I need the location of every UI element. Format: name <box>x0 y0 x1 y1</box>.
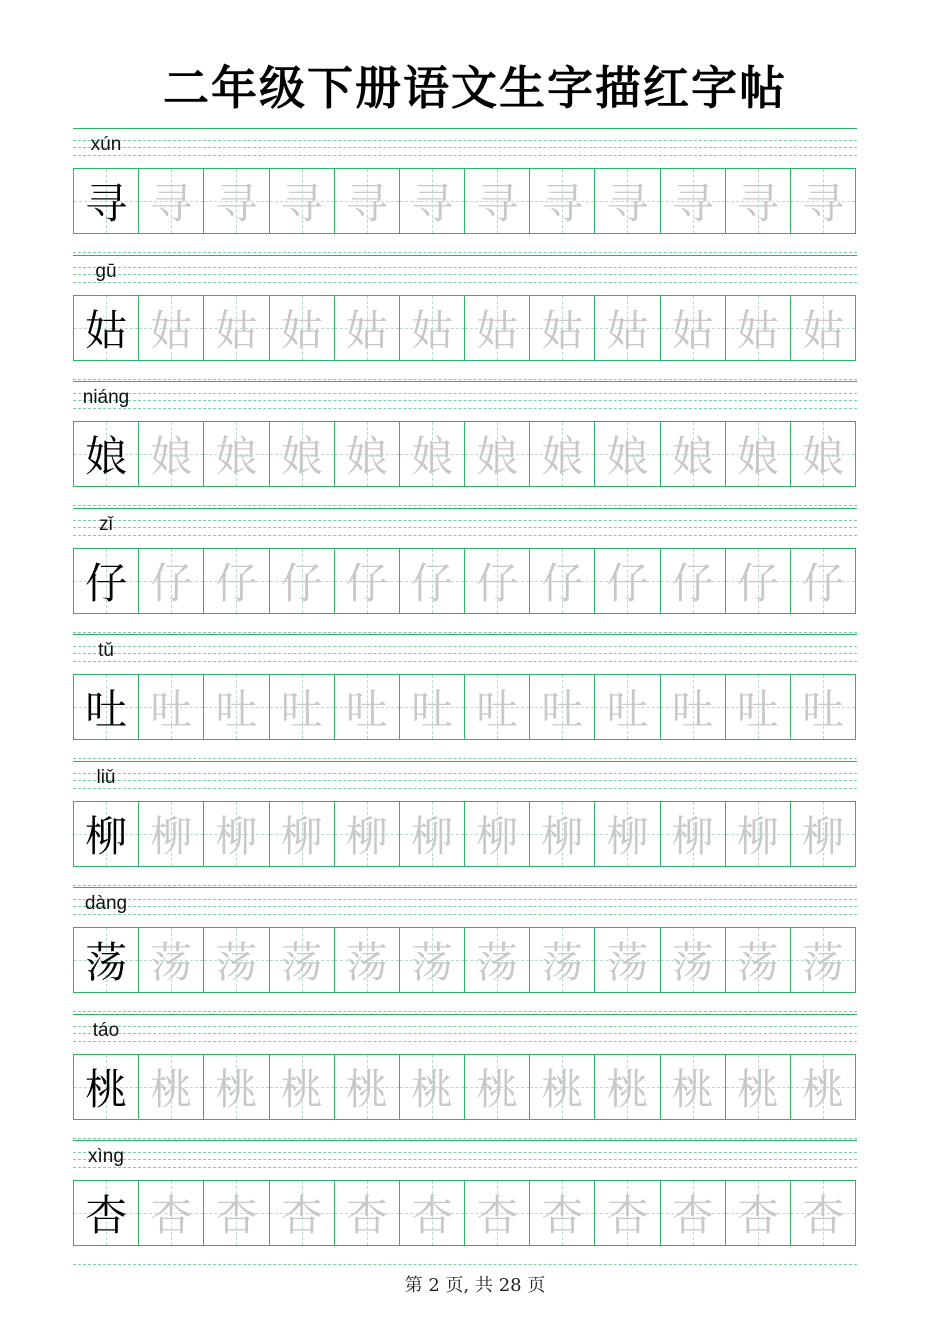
trace-character: 娘 <box>215 432 258 481</box>
trace-character: 仔 <box>541 558 584 608</box>
trace-character-cell[interactable] <box>269 675 334 739</box>
trace-character: 荡 <box>671 938 714 987</box>
trace-character: 杏 <box>410 1191 453 1240</box>
model-character: 吐 <box>85 685 128 734</box>
trace-character: 娘 <box>345 432 388 481</box>
trace-character: 柳 <box>801 811 844 861</box>
trace-character: 娘 <box>606 432 649 481</box>
trace-character-cell[interactable] <box>790 1181 855 1245</box>
trace-character: 柳 <box>215 811 258 861</box>
ruling-line <box>73 393 857 394</box>
trace-character: 吐 <box>541 685 584 734</box>
model-character-cell <box>74 1181 138 1245</box>
trace-character: 荡 <box>150 938 193 987</box>
trace-character-cell[interactable] <box>464 928 529 992</box>
trace-character: 吐 <box>801 685 844 734</box>
trace-character-cell[interactable] <box>138 422 203 486</box>
practice-row <box>73 887 857 1007</box>
trace-character-cell[interactable] <box>660 1055 725 1119</box>
model-character: 姑 <box>85 305 128 355</box>
trace-character-cell[interactable] <box>594 675 659 739</box>
trace-character: 姑 <box>541 305 584 355</box>
trace-character: 杏 <box>736 1191 779 1240</box>
ruling-line <box>73 1264 857 1265</box>
trace-character-cell[interactable] <box>269 422 334 486</box>
model-character-cell <box>74 802 138 866</box>
trace-character: 荡 <box>280 938 323 987</box>
ruling-line <box>73 1167 857 1168</box>
trace-character: 寻 <box>410 179 453 228</box>
pinyin-label: gū <box>95 260 117 282</box>
trace-character-cell[interactable] <box>203 296 268 360</box>
trace-character: 桃 <box>736 1064 779 1114</box>
ruling-line <box>73 379 857 380</box>
trace-character: 寻 <box>476 179 519 228</box>
ruling-line <box>73 1011 857 1012</box>
trace-character-cell[interactable] <box>790 169 855 233</box>
character-grid <box>73 801 856 867</box>
ruling-line <box>73 400 857 401</box>
trace-character-cell[interactable] <box>725 675 790 739</box>
trace-character-cell[interactable] <box>464 802 529 866</box>
trace-character-cell[interactable] <box>203 1181 268 1245</box>
trace-character-cell[interactable] <box>660 549 725 613</box>
trace-character: 寻 <box>345 179 388 228</box>
trace-character-cell[interactable] <box>334 802 399 866</box>
character-grid <box>73 168 856 234</box>
ruling-line <box>73 653 857 654</box>
trace-character: 杏 <box>476 1191 519 1240</box>
trace-character-cell[interactable] <box>594 802 659 866</box>
pinyin-label: táo <box>92 1019 120 1041</box>
trace-character-cell[interactable] <box>660 169 725 233</box>
ruling-line <box>73 899 857 900</box>
ruling-line <box>73 282 857 283</box>
trace-character: 柳 <box>345 811 388 861</box>
trace-character: 吐 <box>736 685 779 734</box>
ruling-line <box>73 267 857 268</box>
ruling-line <box>73 632 857 633</box>
trace-character-cell[interactable] <box>138 928 203 992</box>
trace-character-cell[interactable] <box>529 549 594 613</box>
trace-character-cell[interactable] <box>725 296 790 360</box>
trace-character: 桃 <box>606 1064 649 1114</box>
trace-character: 姑 <box>280 305 323 355</box>
ruling-line <box>73 1140 857 1141</box>
pinyin-label: zǐ <box>99 513 113 535</box>
trace-character: 姑 <box>671 305 714 355</box>
trace-character: 寻 <box>671 179 714 228</box>
ruling-line <box>73 508 857 509</box>
trace-character: 寻 <box>150 179 193 228</box>
trace-character-cell[interactable] <box>790 802 855 866</box>
ruling-line <box>73 788 857 789</box>
trace-character-cell[interactable] <box>594 169 659 233</box>
trace-character-cell[interactable] <box>660 422 725 486</box>
trace-character-cell[interactable] <box>790 675 855 739</box>
model-character-cell <box>74 1055 138 1119</box>
ruling-line <box>73 1014 857 1015</box>
pinyin-label: xìng <box>88 1146 124 1167</box>
trace-character-cell[interactable] <box>594 1181 659 1245</box>
ruling-line <box>73 255 857 256</box>
trace-character-cell[interactable] <box>203 928 268 992</box>
trace-character-cell[interactable] <box>660 296 725 360</box>
trace-character: 桃 <box>476 1064 519 1114</box>
practice-row <box>73 634 857 754</box>
trace-character: 娘 <box>476 432 519 481</box>
ruling-line <box>73 128 857 129</box>
trace-character-cell[interactable] <box>269 1181 334 1245</box>
model-character: 柳 <box>85 811 128 861</box>
trace-character: 柳 <box>410 811 453 861</box>
trace-character: 荡 <box>476 938 519 987</box>
trace-character-cell[interactable] <box>790 928 855 992</box>
trace-character-cell[interactable] <box>594 1055 659 1119</box>
trace-character: 姑 <box>801 305 844 355</box>
trace-character-cell[interactable] <box>725 422 790 486</box>
ruling-line <box>73 1138 857 1139</box>
ruling-line <box>73 381 857 382</box>
trace-character-cell[interactable] <box>138 296 203 360</box>
trace-character-cell[interactable] <box>529 802 594 866</box>
trace-character: 姑 <box>736 305 779 355</box>
pinyin-label: dàng <box>84 893 128 914</box>
trace-character: 寻 <box>801 179 844 228</box>
trace-character-cell[interactable] <box>464 296 529 360</box>
trace-character-cell[interactable] <box>399 296 464 360</box>
trace-character-cell[interactable] <box>529 1181 594 1245</box>
ruling-line <box>73 758 857 759</box>
trace-character-cell[interactable] <box>529 1055 594 1119</box>
trace-character-cell[interactable] <box>138 169 203 233</box>
ruling-line <box>73 505 857 506</box>
trace-character-cell[interactable] <box>399 422 464 486</box>
trace-character: 寻 <box>736 179 779 228</box>
trace-character: 仔 <box>215 558 258 608</box>
trace-character: 桃 <box>801 1064 844 1114</box>
trace-character: 仔 <box>150 558 193 608</box>
model-character-cell <box>74 296 138 360</box>
trace-character: 吐 <box>476 685 519 734</box>
trace-character: 姑 <box>476 305 519 355</box>
ruling-line <box>73 887 857 888</box>
trace-character-cell[interactable] <box>399 675 464 739</box>
trace-character: 吐 <box>215 685 258 734</box>
model-character: 桃 <box>85 1064 128 1114</box>
trace-character-cell[interactable] <box>269 928 334 992</box>
model-character-cell <box>74 549 138 613</box>
trace-character-cell[interactable] <box>399 1181 464 1245</box>
trace-character: 杏 <box>345 1191 388 1240</box>
trace-character-cell[interactable] <box>725 802 790 866</box>
trace-character: 仔 <box>345 558 388 608</box>
trace-character-cell[interactable] <box>660 802 725 866</box>
ruling-line <box>73 140 857 141</box>
trace-character-cell[interactable] <box>334 422 399 486</box>
practice-row <box>73 761 857 881</box>
trace-character-cell[interactable] <box>594 422 659 486</box>
trace-character: 寻 <box>215 179 258 228</box>
trace-character: 荡 <box>541 938 584 987</box>
ruling-line <box>73 155 857 156</box>
ruling-line <box>73 147 857 148</box>
character-grid <box>73 1180 856 1246</box>
trace-character: 仔 <box>671 558 714 608</box>
model-character: 娘 <box>85 432 128 481</box>
pinyin-label: niáng <box>82 387 130 408</box>
trace-character: 仔 <box>606 558 649 608</box>
trace-character: 桃 <box>541 1064 584 1114</box>
trace-character-cell[interactable] <box>660 1181 725 1245</box>
trace-character: 娘 <box>150 432 193 481</box>
trace-character-cell[interactable] <box>399 1055 464 1119</box>
character-grid <box>73 674 856 740</box>
trace-character: 荡 <box>345 938 388 987</box>
trace-character: 桃 <box>410 1064 453 1114</box>
trace-character-cell[interactable] <box>138 802 203 866</box>
trace-character: 娘 <box>541 432 584 481</box>
trace-character: 杏 <box>541 1191 584 1240</box>
trace-character-cell[interactable] <box>725 1055 790 1119</box>
trace-character-cell[interactable] <box>594 296 659 360</box>
trace-character-cell[interactable] <box>464 675 529 739</box>
trace-character-cell[interactable] <box>529 675 594 739</box>
trace-character: 杏 <box>280 1191 323 1240</box>
trace-character-cell[interactable] <box>464 1055 529 1119</box>
character-grid <box>73 421 856 487</box>
trace-character: 娘 <box>671 432 714 481</box>
trace-character: 娘 <box>801 432 844 481</box>
character-grid <box>73 927 856 993</box>
model-character-cell <box>74 675 138 739</box>
trace-character: 吐 <box>410 685 453 734</box>
trace-character: 杏 <box>215 1191 258 1240</box>
practice-row <box>73 508 857 628</box>
model-character-cell <box>74 422 138 486</box>
trace-character: 柳 <box>736 811 779 861</box>
trace-character-cell[interactable] <box>269 802 334 866</box>
trace-character: 娘 <box>280 432 323 481</box>
trace-character: 杏 <box>671 1191 714 1240</box>
practice-row <box>73 1140 857 1260</box>
trace-character: 桃 <box>215 1064 258 1114</box>
trace-character: 仔 <box>801 558 844 608</box>
trace-character-cell[interactable] <box>399 169 464 233</box>
trace-character-cell[interactable] <box>334 549 399 613</box>
trace-character-cell[interactable] <box>334 1055 399 1119</box>
trace-character: 桃 <box>150 1064 193 1114</box>
trace-character: 杏 <box>801 1191 844 1240</box>
trace-character-cell[interactable] <box>334 1181 399 1245</box>
trace-character-cell[interactable] <box>464 422 529 486</box>
practice-row <box>73 128 857 248</box>
trace-character-cell[interactable] <box>464 549 529 613</box>
trace-character: 桃 <box>671 1064 714 1114</box>
trace-character: 柳 <box>280 811 323 861</box>
trace-character: 荡 <box>606 938 649 987</box>
trace-character: 柳 <box>606 811 649 861</box>
trace-character-cell[interactable] <box>203 675 268 739</box>
trace-character-cell[interactable] <box>790 296 855 360</box>
trace-character-cell[interactable] <box>334 675 399 739</box>
model-character-cell <box>74 169 138 233</box>
trace-character: 吐 <box>280 685 323 734</box>
trace-character: 柳 <box>671 811 714 861</box>
trace-character: 姑 <box>215 305 258 355</box>
ruling-line <box>73 1041 857 1042</box>
page-title: 二年级下册语文生字描红字帖 <box>163 61 787 115</box>
trace-character: 姑 <box>345 305 388 355</box>
ruling-line <box>73 520 857 521</box>
trace-character-cell[interactable] <box>203 1055 268 1119</box>
trace-character-cell[interactable] <box>725 1181 790 1245</box>
trace-character: 姑 <box>410 305 453 355</box>
pinyin-label: tǔ <box>98 640 114 661</box>
trace-character-cell[interactable] <box>529 422 594 486</box>
ruling-line <box>73 661 857 662</box>
model-character-cell <box>74 928 138 992</box>
trace-character: 柳 <box>150 811 193 861</box>
trace-character-cell[interactable] <box>334 169 399 233</box>
trace-character: 柳 <box>541 811 584 861</box>
trace-character-cell[interactable] <box>138 1055 203 1119</box>
ruling-line <box>73 1159 857 1160</box>
trace-character: 寻 <box>541 179 584 228</box>
trace-character: 仔 <box>476 558 519 608</box>
trace-character: 吐 <box>671 685 714 734</box>
trace-character-cell[interactable] <box>334 928 399 992</box>
trace-character-cell[interactable] <box>269 296 334 360</box>
trace-character: 桃 <box>345 1064 388 1114</box>
trace-character: 仔 <box>280 558 323 608</box>
trace-character-cell[interactable] <box>138 1181 203 1245</box>
ruling-line <box>73 408 857 409</box>
trace-character-cell[interactable] <box>203 802 268 866</box>
ruling-line <box>73 773 857 774</box>
trace-character: 吐 <box>150 685 193 734</box>
trace-character-cell[interactable] <box>660 675 725 739</box>
trace-character-cell[interactable] <box>138 675 203 739</box>
trace-character-cell[interactable] <box>660 928 725 992</box>
trace-character-cell[interactable] <box>399 928 464 992</box>
ruling-line <box>73 646 857 647</box>
trace-character-cell[interactable] <box>725 928 790 992</box>
trace-character: 杏 <box>606 1191 649 1240</box>
trace-character-cell[interactable] <box>138 549 203 613</box>
page-footer: 第 2 页, 共 28 页 <box>404 1275 546 1296</box>
trace-character-cell[interactable] <box>790 422 855 486</box>
trace-character: 仔 <box>736 558 779 608</box>
trace-character: 荡 <box>801 938 844 987</box>
ruling-line <box>73 906 857 907</box>
ruling-line <box>73 535 857 536</box>
trace-character-cell[interactable] <box>790 549 855 613</box>
pinyin-label: liǔ <box>96 766 116 788</box>
trace-character-cell[interactable] <box>725 169 790 233</box>
model-character: 荡 <box>85 938 128 987</box>
ruling-line <box>73 527 857 528</box>
ruling-line <box>73 914 857 915</box>
trace-character-cell[interactable] <box>529 169 594 233</box>
trace-character: 寻 <box>280 179 323 228</box>
trace-character: 桃 <box>280 1064 323 1114</box>
trace-character-cell[interactable] <box>529 296 594 360</box>
practice-row <box>73 1014 857 1134</box>
trace-character: 柳 <box>476 811 519 861</box>
ruling-line <box>73 780 857 781</box>
model-character: 仔 <box>85 558 128 608</box>
trace-character-cell[interactable] <box>334 296 399 360</box>
trace-character: 姑 <box>150 305 193 355</box>
trace-character-cell[interactable] <box>269 549 334 613</box>
character-grid <box>73 295 856 361</box>
trace-character-cell[interactable] <box>269 1055 334 1119</box>
ruling-line <box>73 1026 857 1027</box>
trace-character-cell[interactable] <box>464 169 529 233</box>
practice-row <box>73 381 857 501</box>
trace-character-cell[interactable] <box>203 549 268 613</box>
trace-character: 娘 <box>410 432 453 481</box>
ruling-line <box>73 1033 857 1034</box>
practice-row <box>73 255 857 375</box>
trace-character: 仔 <box>410 558 453 608</box>
trace-character-cell[interactable] <box>790 1055 855 1119</box>
character-grid <box>73 1054 856 1120</box>
trace-character-cell[interactable] <box>594 549 659 613</box>
ruling-line <box>73 1152 857 1153</box>
trace-character-cell[interactable] <box>529 928 594 992</box>
ruling-line <box>73 634 857 635</box>
ruling-line <box>73 885 857 886</box>
model-character: 杏 <box>85 1191 128 1240</box>
model-character: 寻 <box>85 179 128 228</box>
trace-character-cell[interactable] <box>203 169 268 233</box>
trace-character-cell[interactable] <box>399 549 464 613</box>
trace-character-cell[interactable] <box>203 422 268 486</box>
trace-character: 姑 <box>606 305 649 355</box>
trace-character-cell[interactable] <box>725 549 790 613</box>
trace-character: 荡 <box>410 938 453 987</box>
trace-character: 寻 <box>606 179 649 228</box>
trace-character-cell[interactable] <box>269 169 334 233</box>
trace-character: 吐 <box>606 685 649 734</box>
ruling-line <box>73 761 857 762</box>
ruling-line <box>73 274 857 275</box>
trace-character: 荡 <box>215 938 258 987</box>
trace-character: 荡 <box>736 938 779 987</box>
trace-character: 娘 <box>736 432 779 481</box>
character-grid <box>73 548 856 614</box>
ruling-line <box>73 252 857 253</box>
trace-character-cell[interactable] <box>464 1181 529 1245</box>
pinyin-label: xún <box>90 134 122 155</box>
trace-character: 吐 <box>345 685 388 734</box>
trace-character-cell[interactable] <box>399 802 464 866</box>
trace-character: 杏 <box>150 1191 193 1240</box>
trace-character-cell[interactable] <box>594 928 659 992</box>
